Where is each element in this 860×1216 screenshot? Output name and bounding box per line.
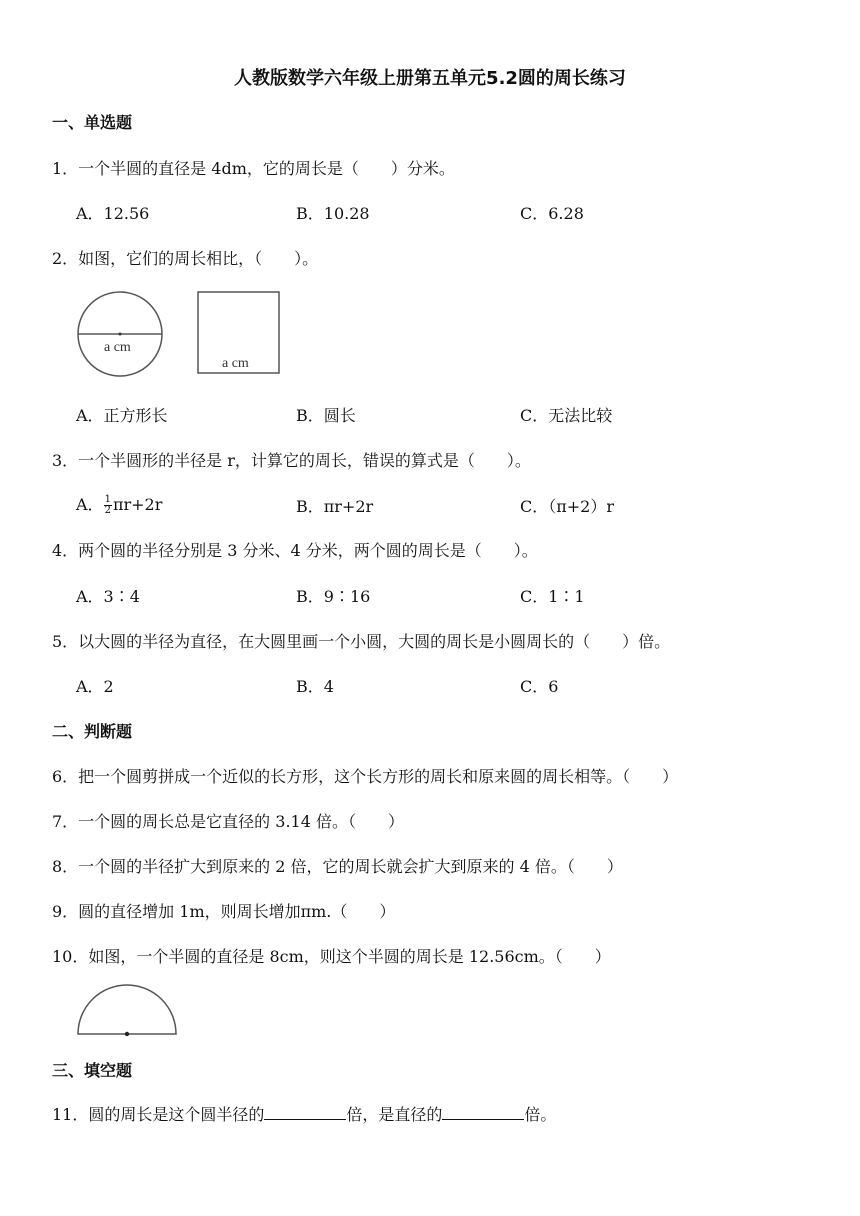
question-2: 2．如图，它们的周长相比，（ ）。 [52,249,319,268]
q1-option-c: C．6.28 [520,204,584,223]
section-heading-single-choice: 一、单选题 [52,113,133,132]
q2-option-c: C．无法比较 [520,406,613,425]
question-10: 10．如图，一个半圆的直径是 8cm，则这个半圆的周长是 12.56cm。（ ） [52,947,611,966]
q3-option-b: B．πr+2r [296,497,374,516]
question-1: 1．一个半圆的直径是 4dm，它的周长是（ ）分米。 [52,159,455,178]
circle-figure [74,288,168,380]
q11-text-part2: 倍，是直径的 [346,1105,443,1124]
section-heading-true-false: 二、判断题 [52,722,133,741]
q5-option-b: B．4 [296,677,334,696]
page-title: 人教版数学六年级上册第五单元5.2圆的周长练习 [234,68,626,89]
q4-option-b: B．9∶16 [296,587,371,606]
q2-option-b: B．圆长 [296,406,356,425]
q11-blank-2[interactable] [442,1105,524,1120]
q1-option-a: A．12.56 [76,204,150,223]
square-figure [196,290,282,376]
semicircle-figure [74,982,180,1038]
question-9: 9．圆的直径增加 1m，则周长增加πm.（ ） [52,902,396,921]
q3-option-a-rest: πr+2r [112,495,163,514]
question-3: 3．一个半圆形的半径是 r，计算它的周长，错误的算式是（ ）。 [52,451,531,470]
circle-diameter-label: a cm [104,340,131,355]
q3-option-c: C．（π+2）r [520,497,614,516]
square-side-label: a cm [222,356,249,371]
q5-option-c: C．6 [520,677,559,696]
section-heading-fill-blank: 三、填空题 [52,1061,133,1080]
q11-text-part1: 11．圆的周长是这个圆半径的 [52,1105,265,1124]
q11-text-part3: 倍。 [524,1105,557,1124]
q4-option-a: A．3∶4 [76,587,140,606]
one-half-fraction: $\frac{1}{2}$ [104,494,111,516]
question-7: 7．一个圆的周长总是它直径的 3.14 倍。（ ） [52,812,404,831]
question-6: 6．把一个圆剪拼成一个近似的长方形，这个长方形的周长和原来圆的周长相等。（ ） [52,767,679,786]
question-8: 8．一个圆的半径扩大到原来的 2 倍，它的周长就会扩大到原来的 4 倍。（ ） [52,857,623,876]
q5-option-a: A．2 [76,677,114,696]
q3-option-a-prefix: A． [76,495,104,514]
question-4: 4．两个圆的半径分别是 3 分米、4 分米，两个圆的周长是（ ）。 [52,541,538,560]
question-11 [52,1102,556,1125]
q2-option-a: A．正方形长 [76,406,168,425]
q4-option-c: C．1∶1 [520,587,585,606]
q11-blank-1[interactable] [264,1105,346,1120]
question-5: 5．以大圆的半径为直径，在大圆里画一个小圆，大圆的周长是小圆周长的（ ）倍。 [52,632,671,651]
q3-option-a [76,492,162,516]
q1-option-b: B．10.28 [296,204,370,223]
